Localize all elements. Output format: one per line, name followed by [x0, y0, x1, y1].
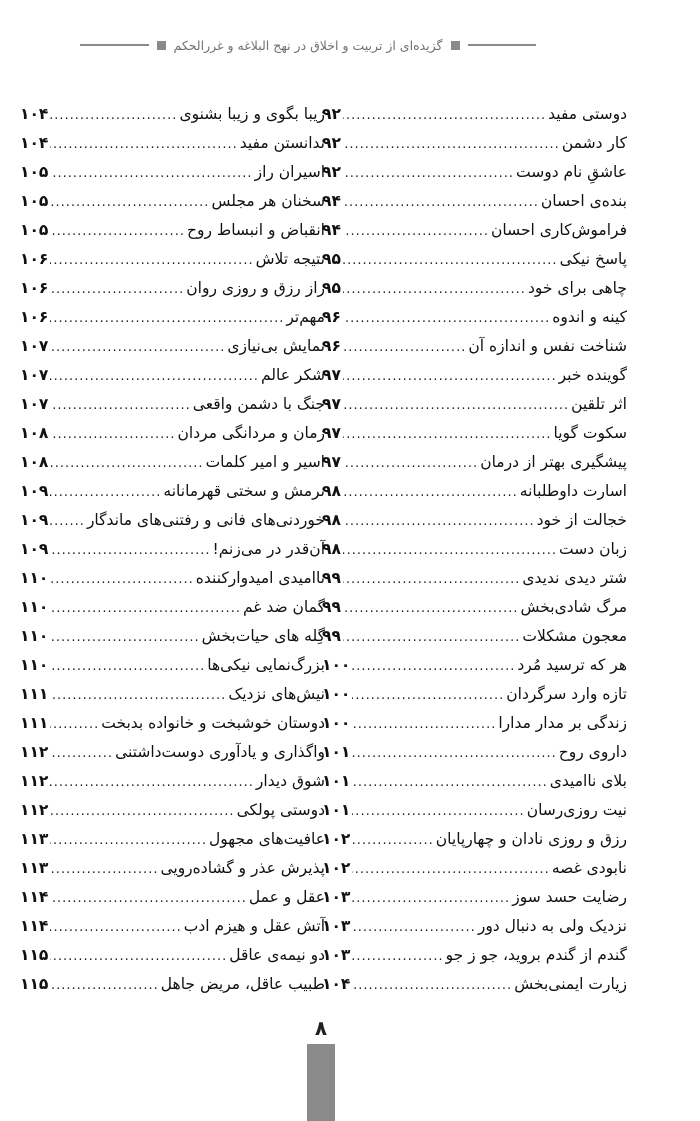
dot-leader — [352, 739, 556, 768]
toc-entry-title: گِله های حیات‌بخش — [201, 627, 325, 645]
dot-leader — [50, 652, 205, 681]
toc-entry[interactable] — [20, 448, 325, 477]
toc-entry[interactable] — [322, 477, 627, 506]
toc-entry-page: ۱۰۴ — [20, 134, 49, 152]
toc-entry-page: ۱۰۶ — [20, 250, 49, 268]
toc-entry-title: زیارت ایمنی‌بخش — [514, 975, 627, 993]
toc-entry[interactable] — [20, 796, 325, 825]
toc-entry[interactable] — [20, 883, 325, 912]
toc-entry-title: گندم از گندم بروید، جو ز جو — [445, 946, 627, 964]
toc-entry[interactable] — [322, 361, 627, 390]
dot-leader — [50, 188, 209, 217]
dot-leader — [50, 420, 175, 449]
toc-entry-page: ۱۱۰ — [20, 598, 49, 616]
toc-entry-page: ۱۰۶ — [20, 279, 49, 297]
running-header-title: گزیده‌ای از تربیت و اخلاق در نهج البلاغه و غررالحکم — [173, 37, 443, 53]
toc-entry[interactable] — [20, 303, 325, 332]
header-square-right — [451, 41, 460, 50]
toc-entry-page: ۱۰۹ — [20, 540, 49, 558]
toc-entry[interactable] — [322, 738, 627, 767]
toc-entry-title: جنگ با دشمن واقعی — [192, 395, 325, 413]
dot-leader — [50, 826, 207, 855]
dot-leader — [50, 478, 161, 507]
toc-entry-page: ۱۰۹ — [20, 511, 49, 529]
toc-entry-page: ۱۰۲ — [322, 830, 351, 848]
toc-entry-title: اثر تلقین — [571, 395, 627, 413]
toc-entry-page: ۹۵ — [322, 279, 341, 297]
toc-entry-title: زبان دست — [559, 540, 627, 558]
toc-entry[interactable] — [322, 419, 627, 448]
dot-leader — [343, 304, 550, 333]
toc-entry-title: پذیرش عذر و گشاده‌رویی — [160, 859, 325, 877]
dot-leader — [343, 362, 557, 391]
toc-entry[interactable] — [322, 187, 627, 216]
header-rule-right — [468, 44, 537, 46]
dot-leader — [50, 594, 241, 623]
toc-entry-title: عافیت‌های مجهول — [209, 830, 325, 848]
toc-entry-title: سخنان هر مجلس — [211, 192, 325, 210]
toc-entry-title: نابودی غصه — [551, 859, 627, 877]
toc-entry-page: ۱۱۵ — [20, 946, 49, 964]
toc-entry-title: عقل و عمل — [248, 888, 325, 906]
toc-entry-page: ۹۴ — [322, 192, 341, 210]
toc-entry-page: ۱۰۷ — [20, 395, 49, 413]
toc-entry-title: چاهی برای خود — [527, 279, 627, 297]
dot-leader — [352, 681, 504, 710]
dot-leader — [50, 159, 252, 188]
toc-entry[interactable] — [20, 825, 325, 854]
toc-entry-page: ۱۰۷ — [20, 366, 49, 384]
toc-entry-title: شتر دیدی ندیدی — [522, 569, 627, 587]
toc-entry-page: ۱۰۴ — [20, 105, 49, 123]
toc-entry-title: گمان ضد غم — [242, 598, 325, 616]
running-header — [80, 30, 536, 60]
toc-entry-page: ۱۰۳ — [322, 917, 351, 935]
toc-entry[interactable] — [20, 970, 325, 999]
dot-leader — [343, 420, 552, 449]
dot-leader — [50, 623, 199, 652]
toc-entry-title: کار دشمن — [561, 134, 627, 152]
dot-leader — [352, 826, 433, 855]
header-rule-left — [80, 44, 149, 46]
toc-entry-page: ۹۷ — [322, 453, 341, 471]
dot-leader — [343, 188, 539, 217]
toc-entry[interactable] — [322, 390, 627, 419]
toc-entry[interactable] — [20, 854, 325, 883]
dot-leader — [352, 710, 496, 739]
toc-entry-page: ۱۰۳ — [322, 888, 351, 906]
toc-entry-title: آتش عقل و هیزم ادب — [183, 917, 325, 935]
toc-entry[interactable] — [322, 129, 627, 158]
dot-leader — [352, 768, 547, 797]
dot-leader — [50, 391, 190, 420]
toc-entry-title: ندانستن مفید — [239, 134, 325, 152]
dot-leader — [50, 246, 253, 275]
toc-entry-page: ۱۰۱ — [322, 772, 351, 790]
toc-entry[interactable] — [322, 216, 627, 245]
toc-entry-page: ۱۰۵ — [20, 192, 49, 210]
toc-entry-title: دوستی پولکی — [236, 801, 325, 819]
toc-entry-title: زمان و مردانگی مردان — [177, 424, 325, 442]
toc-entry-title: خوردنی‌های فانی و رفتنی‌های ماندگار — [86, 511, 325, 529]
dot-leader — [343, 275, 526, 304]
toc-entry-page: ۱۱۴ — [20, 888, 49, 906]
toc-entry[interactable] — [322, 593, 627, 622]
dot-leader — [352, 797, 524, 826]
toc-entry-page: ۱۱۰ — [20, 627, 49, 645]
toc-entry[interactable] — [322, 564, 627, 593]
dot-leader — [50, 942, 227, 971]
toc-entry-title: دو نیمه‌ی عاقل — [229, 946, 325, 964]
toc-entry-title: کینه و اندوه — [552, 308, 627, 326]
dot-leader — [50, 304, 284, 333]
toc-entry-title: بلای ناامیدی — [549, 772, 627, 790]
toc-entry-title: نرمش و سختی قهرمانانه — [163, 482, 325, 500]
toc-entry[interactable] — [322, 100, 627, 129]
toc-entry[interactable] — [20, 419, 325, 448]
dot-leader — [343, 246, 558, 275]
toc-entry[interactable] — [20, 129, 325, 158]
toc-entry[interactable] — [322, 941, 627, 970]
toc-entry-page: ۱۰۹ — [20, 482, 49, 500]
toc-entry-page: ۱۰۵ — [20, 221, 49, 239]
toc-entry[interactable] — [20, 100, 325, 129]
dot-leader — [343, 391, 569, 420]
toc-entry[interactable] — [322, 506, 627, 535]
toc-entry-title: زیبا بگوی و زیبا بشنوی — [179, 105, 325, 123]
toc-entry-title: اسارت داوطلبانه — [519, 482, 627, 500]
toc-entry-title: نتیجه تلاش — [255, 250, 325, 268]
toc-entry[interactable] — [20, 593, 325, 622]
dot-leader — [50, 536, 210, 565]
dot-leader — [343, 130, 560, 159]
toc-entry-page: ۱۰۰ — [322, 685, 351, 703]
dot-leader — [343, 536, 557, 565]
dot-leader — [50, 884, 246, 913]
toc-entry[interactable] — [20, 535, 325, 564]
dot-leader — [50, 739, 113, 768]
dot-leader — [50, 449, 203, 478]
dot-leader — [50, 565, 193, 594]
toc-entry-page: ۹۲ — [322, 134, 341, 152]
toc-entry[interactable] — [20, 941, 325, 970]
toc-entry-title: بزرگ‌نمایی نیکی‌ها — [207, 656, 325, 674]
toc-entry-page: ۱۰۰ — [322, 656, 351, 674]
toc-entry-page: ۹۹ — [322, 569, 341, 587]
toc-entry[interactable] — [20, 361, 325, 390]
toc-entry[interactable] — [322, 158, 627, 187]
toc-entry[interactable] — [20, 245, 325, 274]
dot-leader — [50, 768, 254, 797]
toc-entry-title: ناامیدی امیدوارکننده — [195, 569, 325, 587]
toc-entry[interactable] — [322, 303, 627, 332]
toc-entry-page: ۹۴ — [322, 221, 341, 239]
toc-entry-page: ۱۰۸ — [20, 424, 49, 442]
toc-entry-page: ۹۶ — [322, 337, 341, 355]
toc-entry[interactable] — [20, 680, 325, 709]
toc-entry-title: تازه وارد سرگردان — [506, 685, 627, 703]
toc-entry-title: دوستان خوشبخت و خانواده بدبخت — [101, 714, 325, 732]
toc-entry-page: ۱۰۴ — [322, 975, 351, 993]
toc-entry[interactable] — [20, 564, 325, 593]
toc-entry[interactable] — [322, 912, 627, 941]
toc-entry-page: ۹۷ — [322, 424, 341, 442]
toc-entry-page: ۹۹ — [322, 598, 341, 616]
toc-entry-title: اسیر و امیر کلمات — [205, 453, 325, 471]
toc-entry[interactable] — [322, 245, 627, 274]
dot-leader — [343, 507, 535, 536]
toc-entry[interactable] — [322, 274, 627, 303]
toc-right-column — [322, 100, 627, 999]
toc-entry-page: ۱۱۲ — [20, 743, 49, 761]
toc-entry-title: فراموش‌کاری احسان — [491, 221, 627, 239]
dot-leader — [352, 652, 515, 681]
toc-entry-title: شوق دیدار — [255, 772, 325, 790]
toc-entry-page: ۱۱۲ — [20, 772, 49, 790]
toc-entry-title: خجالت از خود — [536, 511, 627, 529]
toc-entry[interactable] — [20, 738, 325, 767]
toc-entry-page: ۱۱۰ — [20, 569, 49, 587]
page-number: ۸ — [314, 1016, 328, 1040]
toc-entry-page: ۹۹ — [322, 627, 341, 645]
dot-leader — [50, 507, 85, 536]
toc-entry[interactable] — [20, 709, 325, 738]
toc-entry-page: ۹۷ — [322, 395, 341, 413]
dot-leader — [343, 101, 546, 130]
toc-entry[interactable] — [20, 216, 325, 245]
toc-entry[interactable] — [20, 651, 325, 680]
page-tab-bar — [307, 1044, 335, 1121]
toc-entry-title: معجون مشکلات — [522, 627, 627, 645]
toc-entry-page: ۱۰۳ — [322, 946, 351, 964]
toc-entry[interactable] — [322, 970, 627, 999]
toc-entry-title: بنده‌ی احسان — [540, 192, 627, 210]
toc-entry-title: داروی روح — [558, 743, 627, 761]
toc-left-column — [20, 100, 325, 999]
toc-entry-title: پاسخ نیکی — [559, 250, 627, 268]
dot-leader — [50, 710, 99, 739]
dot-leader — [352, 971, 512, 1000]
dot-leader — [50, 913, 181, 942]
toc-entry-page: ۱۰۱ — [322, 801, 351, 819]
toc-entry-page: ۱۰۰ — [322, 714, 351, 732]
toc-entry-title: عاشقِ نام دوست — [516, 163, 627, 181]
toc-entry[interactable] — [322, 825, 627, 854]
toc-entry[interactable] — [20, 274, 325, 303]
toc-entry-page: ۹۶ — [322, 308, 341, 326]
toc-entry-title: هر که ترسید مُرد — [517, 656, 627, 674]
toc-entry-page: ۹۷ — [322, 366, 341, 384]
toc-entry-title: راز رزق و روزی روان — [186, 279, 325, 297]
toc-entry-page: ۱۰۲ — [322, 859, 351, 877]
toc-entry[interactable] — [20, 622, 325, 651]
dot-leader — [50, 362, 259, 391]
toc-entry-page: ۱۱۴ — [20, 917, 49, 935]
toc-entry[interactable] — [20, 158, 325, 187]
dot-leader — [343, 594, 519, 623]
dot-leader — [352, 913, 475, 942]
toc-entry-page: ۱۱۰ — [20, 656, 49, 674]
toc-entry-page: ۱۰۶ — [20, 308, 49, 326]
toc-entry-title: اسیران راز — [254, 163, 325, 181]
toc-entry[interactable] — [20, 912, 325, 941]
dot-leader — [343, 623, 520, 652]
dot-leader — [50, 333, 225, 362]
toc-entry-page: ۱۱۱ — [20, 685, 49, 703]
toc-entry[interactable] — [322, 651, 627, 680]
toc-entry-page: ۱۱۲ — [20, 801, 49, 819]
toc-entry-title: نیت روزی‌رسان — [526, 801, 627, 819]
dot-leader — [343, 217, 489, 246]
toc-entry-title: نمایش بی‌نیازی — [227, 337, 325, 355]
toc-entry-title: مرگ شادی‌بخش — [520, 598, 627, 616]
toc-entry-page: ۱۰۷ — [20, 337, 49, 355]
toc-entry-page: ۱۱۳ — [20, 859, 49, 877]
toc-entry-title: پیشگیری بهتر از درمان — [480, 453, 627, 471]
dot-leader — [50, 971, 158, 1000]
toc-entry[interactable] — [20, 767, 325, 796]
toc-entry-title: مهم‌تر — [286, 308, 325, 326]
toc-entry-title: زندگی بر مدار مدارا — [498, 714, 627, 732]
toc-entry-title: دوستی مفید — [548, 105, 627, 123]
toc-entry-page: ۹۸ — [322, 540, 341, 558]
toc-entry-page: ۱۰۵ — [20, 163, 49, 181]
toc-entry-page: ۱۱۳ — [20, 830, 49, 848]
toc-entry[interactable] — [322, 796, 627, 825]
toc-entry[interactable] — [322, 535, 627, 564]
toc-entry-title: سکوت گویا — [553, 424, 627, 442]
dot-leader — [343, 333, 466, 362]
toc-entry-title: رضایت حسد سوز — [512, 888, 627, 906]
toc-entry-title: نزدیک ولی به دنبال دور — [477, 917, 627, 935]
toc-entry[interactable] — [322, 709, 627, 738]
toc-entry[interactable] — [20, 390, 325, 419]
toc-entry-title: نیش‌های نزدیک — [228, 685, 325, 703]
dot-leader — [352, 855, 549, 884]
header-square-left — [157, 41, 166, 50]
toc-entry[interactable] — [322, 622, 627, 651]
toc-entry[interactable] — [322, 883, 627, 912]
toc-entry-title: آن‌قدر در می‌زنم! — [212, 540, 325, 558]
toc-entry[interactable] — [20, 506, 325, 535]
toc-entry[interactable] — [20, 477, 325, 506]
toc-entry[interactable] — [322, 332, 627, 361]
dot-leader — [50, 681, 226, 710]
toc-entry-title: شکر عالم — [260, 366, 325, 384]
dot-leader — [50, 855, 158, 884]
dot-leader — [50, 101, 177, 130]
dot-leader — [343, 159, 514, 188]
toc-entry-page: ۱۱۱ — [20, 714, 49, 732]
dot-leader — [352, 884, 510, 913]
dot-leader — [343, 565, 520, 594]
toc-entry-title: انقباض و انبساط روح — [186, 221, 325, 239]
toc-entry[interactable] — [322, 680, 627, 709]
toc-entry-page: ۹۲ — [322, 163, 341, 181]
toc-entry-page: ۱۰۸ — [20, 453, 49, 471]
toc-entry[interactable] — [322, 854, 627, 883]
toc-entry-page: ۹۵ — [322, 250, 341, 268]
toc-entry-page: ۹۸ — [322, 482, 341, 500]
toc-entry-page: ۹۲ — [322, 105, 341, 123]
dot-leader — [50, 130, 237, 159]
toc-entry[interactable] — [322, 767, 627, 796]
toc-entry[interactable] — [322, 448, 627, 477]
toc-entry-page: ۱۰۱ — [322, 743, 351, 761]
dot-leader — [343, 478, 518, 507]
toc-entry-page: ۹۸ — [322, 511, 341, 529]
dot-leader — [343, 449, 478, 478]
toc-entry-title: واگذاری و یادآوری دوست‌داشتنی — [115, 743, 325, 761]
dot-leader — [50, 275, 184, 304]
dot-leader — [50, 217, 185, 246]
toc-entry-title: رزق و روزی نادان و چهارپایان — [435, 830, 627, 848]
toc-entry-title: گوینده خبر — [558, 366, 627, 384]
toc-entry-page: ۱۱۵ — [20, 975, 49, 993]
toc-entry-title: طبیب عاقل، مریض جاهل — [160, 975, 325, 993]
toc-entry[interactable] — [20, 187, 325, 216]
dot-leader — [352, 942, 443, 971]
dot-leader — [50, 797, 234, 826]
toc-entry[interactable] — [20, 332, 325, 361]
toc-entry-title: شناخت نفس و اندازه آن — [468, 337, 627, 355]
